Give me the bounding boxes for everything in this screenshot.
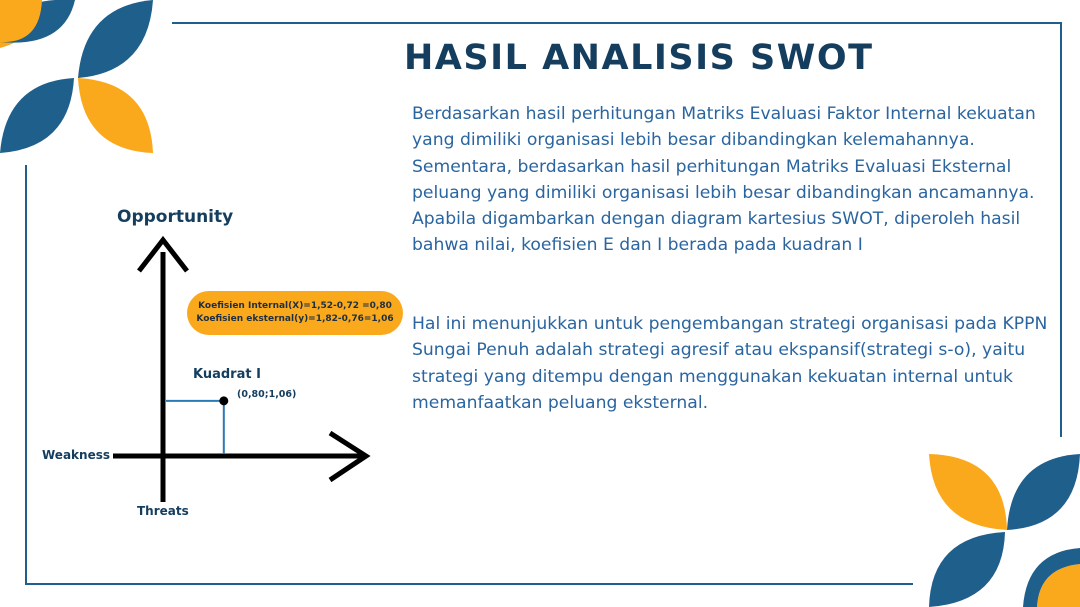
callout-external-coefficient: Koefisien eksternal(y)=1,82-0,76=1,06: [196, 314, 394, 324]
quadrant-label: Kuadrat I: [193, 367, 261, 382]
opportunity-label: Opportunity: [117, 207, 234, 227]
threats-label: Threats: [137, 504, 189, 518]
coefficient-callout: [187, 291, 403, 335]
swot-cartesian-diagram: [0, 0, 420, 560]
frame-bottom-line: [25, 583, 913, 585]
strategy-paragraph: Hal ini menunjukkan untuk pengembangan strategi organisasi pada KPPN Sungai Penuh adalah strategi agresif atau ekspansif(strategi s-o), yaitu strategi yang ditempu dengan menggunakan kekuatan internal untuk memanfaatkan peluang eksternal.: [412, 314, 1048, 413]
analysis-paragraph: Berdasarkan hasil perhitungan Matriks Evaluasi Faktor Internal kekuatan yang dimiliki organisasi lebih besar dibandingkan kelemahannya. Sementara, berdasarkan hasil perhitungan Matriks Evaluasi Eksternal peluang yang dimiliki organisasi lebih besar dibandingkan ancamannya. Apabila digambarkan dengan diagram kartesius SWOT, diperoleh hasil bahwa nilai, koefisien E dan I berada pada kuadran I: [412, 104, 1036, 256]
data-point: [219, 396, 228, 405]
callout-internal-coefficient: Koefisien Internal(X)=1,52-0,72 =0,80: [198, 301, 392, 311]
petal-decoration-bottom-right: [927, 452, 1080, 607]
data-point-label: (0,80;1,06): [237, 389, 297, 400]
page-title: HASIL ANALISIS SWOT: [404, 38, 874, 78]
weakness-label: Weakness: [42, 448, 110, 462]
